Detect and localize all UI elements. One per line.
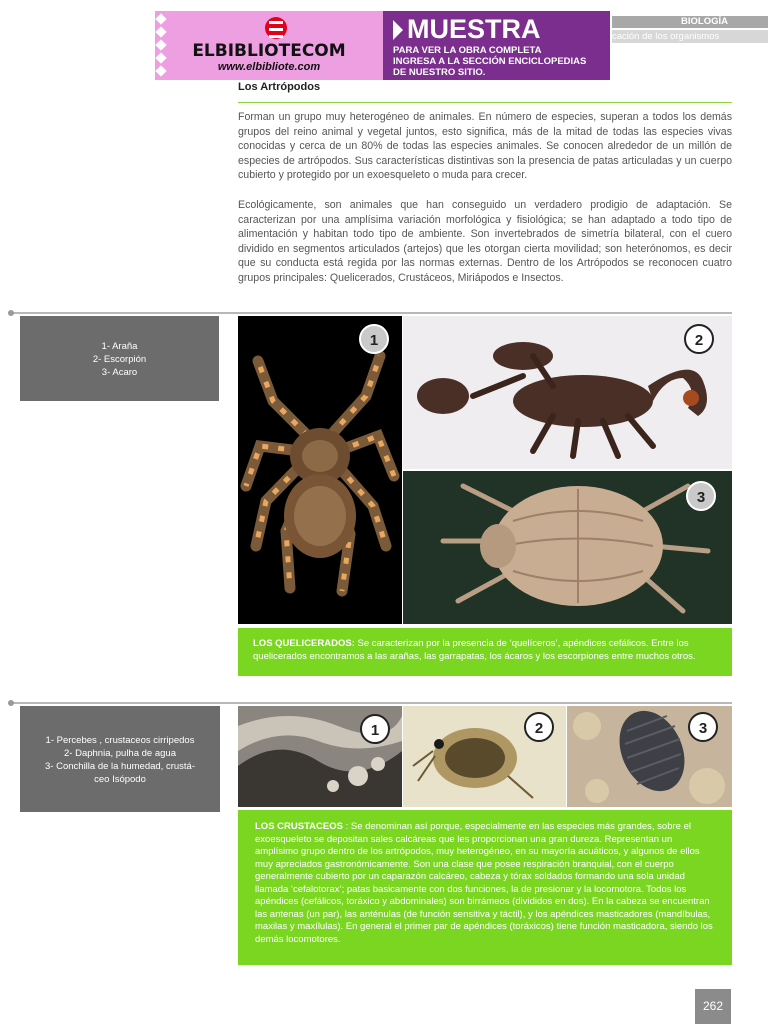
logo-url[interactable]: www.elbibliote.com	[217, 61, 321, 73]
arrow-right-icon	[393, 20, 403, 40]
scorpion-photo	[403, 316, 732, 469]
caption-line: ceo Isópodo	[94, 774, 146, 785]
photo-number-badge: 1	[360, 714, 390, 744]
ecology-paragraph: Ecológicamente, son animales que han conseguido un verdadero prodigio de adaptación. Se caracterizan por una amplísima variación morfológica y fisiológica; se han adaptado a todo tipo de alimentación y habitan todo tipo de ambiente. Son invertebrados de simetría bilateral, con el cuero dividido en segmentos articulados (artejos) que les otorgan cierta movilidad; son heterónomos, es decir que su conducta está regida por las normas externas. Dentro de los Artrópodos se reconocen cuatro grupos principales: Quelicerados, Crustáceos, Miriápodos e Insectos.	[238, 199, 732, 284]
mite-photo	[403, 471, 732, 624]
muestra-title: MUESTRA	[407, 14, 541, 44]
section-divider	[8, 312, 732, 314]
divider-dot	[8, 700, 14, 706]
intro-paragraph: Forman un grupo muy heterogéneo de animales. En número de especies, superan a todos los demás grupos del reino animal y vegetal juntos, esto significa, más de la mitad de todas las especies vivas conocidas y cerca de un 80% de todas las especies animales. Se conocen alrededor de un millón de especies de artrópodos. Sus características distintivas son la presencia de patas articuladas y un cuerpo cubierto y protegido por un exoesqueleto o muda para crecer.	[238, 111, 732, 181]
photo-number-badge: 2	[684, 324, 714, 354]
section-title: Los Artrópodos	[238, 81, 321, 93]
quelicerados-caption	[20, 316, 219, 401]
section-divider	[8, 702, 732, 704]
muestra-line: DE NUESTRO SITIO.	[393, 67, 486, 78]
caption-line: 1- Araña	[101, 341, 138, 352]
section-label: cación de los organismos	[612, 30, 768, 43]
crustaceos-text: : Se denominan así porque, especialmente en las especies más grandes, sobre el exoesqueleto se depositan sales calcáreas que les proporcionan una gran dureza. Representan un amplísimo grupo dentro de los artrópodos, muy heterogéneo, en su mayoría acuáticos, y algunos de ellos muy apreciados gastronómicamente. Son una clase que posee respiración branquial, con el cuerpo generalmente cubierto por un caparazón calcáreo, cabeza y tórax soldados formando una sola unidad llamada ‘cefalotorax’; patas basicamente con dos funciones, la de presionar y la locomotora. Todos los apéndices (cefálicos, toráxico y abdominales) son birrámeos (divididos en dos). En la cabeza se encuentran las antenas (un par), las anténulas (de función sensitiva y táctil), y los apéndices masticadores (mandíbulas, maxilas y maxílulas). En general el primer par de apéndices (toráxicos) tiene función masticadora, siendo los demás locomotores.	[255, 821, 713, 945]
caption-line: 3- Acaro	[101, 367, 138, 378]
divider-dot	[8, 310, 14, 316]
crustaceos-description	[238, 810, 732, 965]
caption-line: 1- Percebes , crustaceos cirripedos	[45, 735, 195, 746]
quelicerados-text: Se caracterizan por la presencia de ‘quelíceros’, apéndices cefálicos. Entre los quelicerados encontramos a las arañas, las garrapatas, los ácaros y los escorpiones entre muchos otros.	[253, 638, 696, 662]
muestra-line: INGRESA A LA SECCIÓN ENCICLOPEDIAS	[393, 56, 587, 67]
spider-photo	[238, 316, 402, 624]
crustaceos-caption	[20, 706, 220, 812]
muestra-line: PARA VER LA OBRA COMPLETA	[393, 45, 542, 56]
muestra-text	[393, 45, 603, 78]
photo-number-badge: 3	[688, 712, 718, 742]
muestra-banner[interactable]	[155, 11, 610, 80]
caption-line: 2- Daphnia, pulha de agua	[64, 748, 176, 759]
quelicerados-heading: LOS QUELICERADOS:	[253, 638, 355, 649]
title-divider	[238, 102, 732, 103]
page-number: 262	[695, 989, 731, 1024]
subject-label: BIOLOGÍA	[612, 16, 768, 28]
caption-line: 2- Escorpión	[92, 354, 147, 365]
photo-number-badge: 2	[524, 712, 554, 742]
photo-number-badge: 1	[359, 324, 389, 354]
logo-text: ELBIBLIOTECOM	[192, 41, 346, 61]
crustaceos-heading: LOS CRUSTACEOS	[255, 821, 343, 832]
photo-number-badge: 3	[686, 481, 716, 511]
logo-panel	[155, 11, 383, 80]
caption-line: 3- Conchilla de la humedad, crustá-	[45, 761, 195, 772]
logo-icon	[265, 17, 287, 39]
quelicerados-description	[238, 628, 732, 676]
